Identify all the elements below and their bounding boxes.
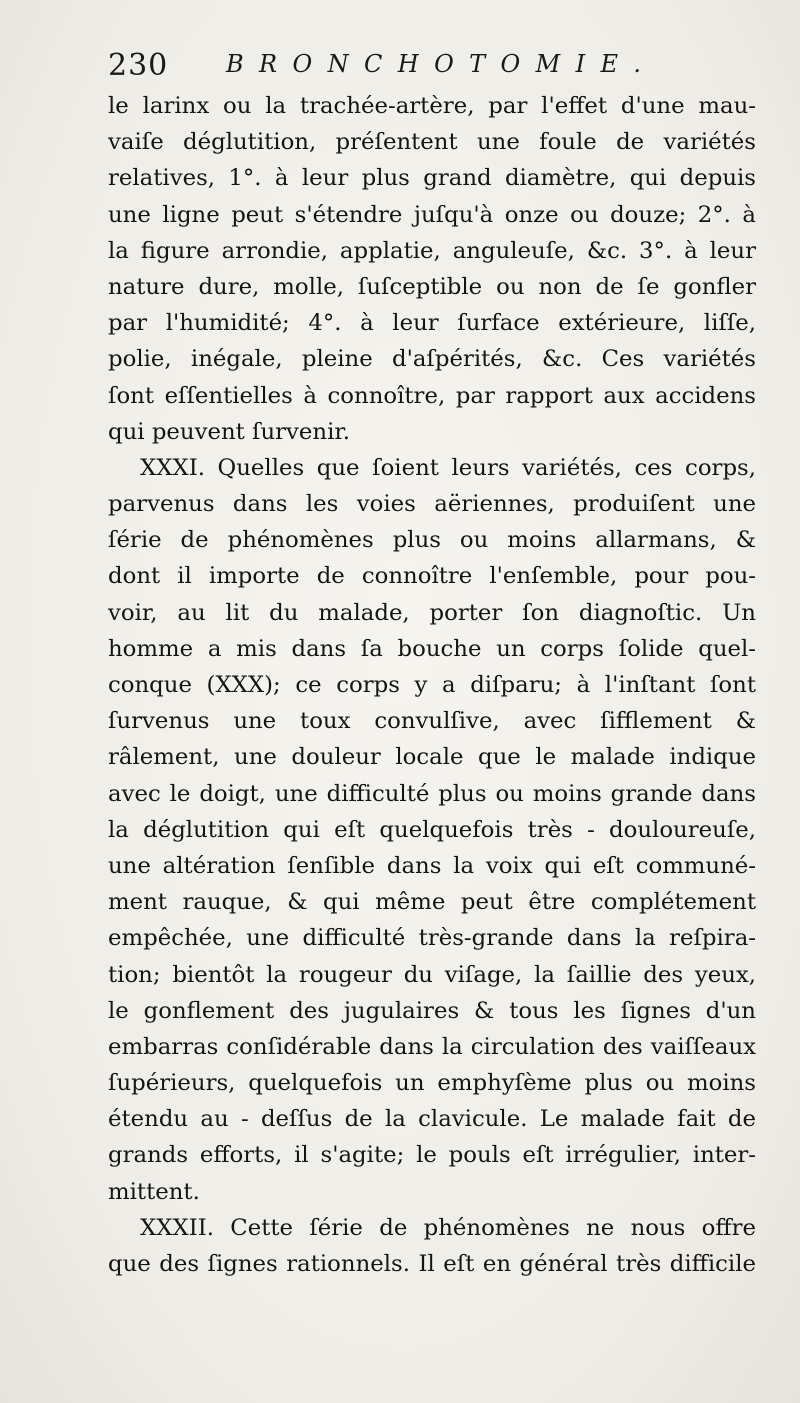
text-line: râlement, une douleur locale que le malade indique <box>108 744 756 771</box>
text-line: grands efforts, il s'agite; le pouls eſt irrégulier, inter- <box>108 1142 756 1169</box>
text-line: ſurvenus une toux convulſive, avec ſifflement & <box>108 708 756 735</box>
text-line: étendu au - deſſus de la clavicule. Le malade fait de <box>108 1106 756 1133</box>
text-line: que des ſignes rationnels. Il eſt en général très difficile <box>108 1251 756 1277</box>
text-line: mittent. <box>108 1178 200 1205</box>
text-line: une altération ſenſible dans la voix qui eſt communé- <box>108 852 756 879</box>
text-line: ſupérieurs, quelquefois un emphyſème plus ou moins <box>108 1070 756 1097</box>
text-line: ſérie de phénomènes plus ou moins allarmans, & <box>108 527 756 554</box>
text-line: dont il importe de connoître l'enſemble, pour pou- <box>108 563 756 590</box>
text-line: ſont eſſentielles à connoître, par rapport aux accidens <box>108 382 756 409</box>
page-number: 230 <box>108 48 169 83</box>
text-line: voir, au lit du malade, porter ſon diagnoſtic. Un <box>108 599 756 626</box>
text-line: polie, inégale, pleine d'aſpérités, &c. Ces variétés <box>108 346 756 373</box>
text-line: la déglutition qui eſt quelquefois très - douloureuſe, <box>108 816 756 843</box>
text-line: avec le doigt, une difficulté plus ou moins grande dans <box>108 780 756 807</box>
text-line: embarras conſidérable dans la circulation des vaiſſeaux <box>108 1033 756 1060</box>
text-line: empêchée, une difficulté très-grande dans la reſpira- <box>108 925 756 952</box>
text-line: le gonflement des jugulaires & tous les ſignes d'un <box>108 997 756 1024</box>
text-line: nature dure, molle, ſuſceptible ou non de ſe gonfler <box>108 273 756 300</box>
text-line: la figure arrondie, applatie, anguleuſe, &c. 3°. à leur <box>108 237 756 264</box>
page-header <box>108 44 748 84</box>
text-line: relatives, 1°. à leur plus grand diamètre, qui depuis <box>108 165 756 192</box>
text-line: ment rauque, & qui même peut être complétement <box>108 889 756 916</box>
running-title: BRONCHOTOMIE. <box>226 50 657 78</box>
text-line: par l'humidité; 4°. à leur ſurface extérieure, liſſe, <box>108 310 756 337</box>
text-line: tion; bientôt la rougeur du viſage, la ſaillie des yeux, <box>108 961 756 988</box>
body-text <box>108 88 756 1282</box>
text-line: vaiſe déglutition, préſentent une foule de variétés <box>108 129 756 156</box>
text-line: parvenus dans les voies aëriennes, produiſent une <box>108 491 756 518</box>
text-line: qui peuvent ſurvenir. <box>108 418 351 445</box>
text-line: XXXII. Cette ſérie de phénomènes ne nous offre <box>140 1214 756 1241</box>
text-line: homme a mis dans ſa bouche un corps ſolide quel- <box>108 635 756 662</box>
text-line: XXXI. Quelles que ſoient leurs variétés, ces corps, <box>140 454 756 481</box>
text-line: conque (XXX); ce corps y a diſparu; à l'inſtant ſont <box>108 672 756 698</box>
text-line: une ligne peut s'étendre juſqu'à onze ou douze; 2°. à <box>108 201 756 228</box>
text-line: le larinx ou la trachée-artère, par l'effet d'une mau- <box>108 93 756 119</box>
